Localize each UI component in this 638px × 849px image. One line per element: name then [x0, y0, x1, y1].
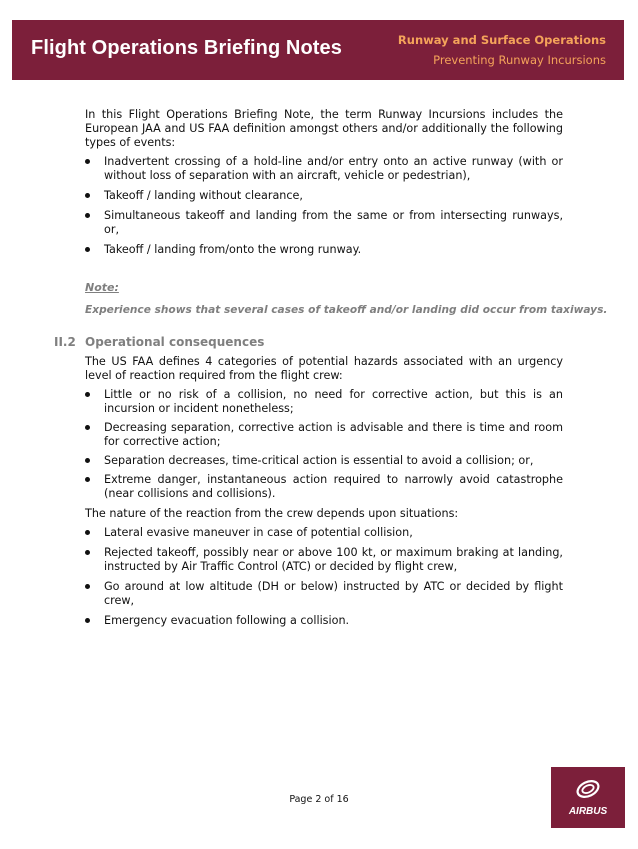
list-item: Separation decreases, time-critical action is essential to avoid a collision; or, [85, 454, 563, 468]
header-title: Flight Operations Briefing Notes [31, 37, 342, 59]
header-subtopic: Preventing Runway Incursions [433, 53, 606, 67]
list-item: Go around at low altitude (DH or below) instructed by ATC or decided by flight crew, [85, 580, 563, 608]
list-item: Inadvertent crossing of a hold-line and/or entry onto an active runway (with or without loss of separation with an aircraft, vehicle or pedestrian), [85, 155, 563, 183]
bullet-icon [85, 213, 90, 218]
list-item: Lateral evasive maneuver in case of potential collision, [85, 526, 563, 540]
note-label: Note: [85, 281, 119, 294]
list-item: Little or no risk of a collision, no need for corrective action, but this is an incursion or incident nonetheless; [85, 388, 563, 416]
section-paragraph: The nature of the reaction from the crew depends upon situations: [85, 507, 459, 520]
bullet-icon [85, 530, 90, 535]
page-header [12, 20, 624, 80]
section-heading [54, 335, 563, 349]
section-number: II.2 [54, 335, 76, 349]
list-item: Simultaneous takeoff and landing from the same or from intersecting runways, or, [85, 209, 563, 237]
document-body [54, 108, 608, 628]
list-item: Decreasing separation, corrective action is advisable and there is time and room for corrective action; [85, 421, 563, 449]
bullet-icon [85, 159, 90, 164]
bullet-icon [85, 425, 90, 430]
hazard-list [85, 388, 563, 501]
list-item: Takeoff / landing from/onto the wrong runway. [85, 243, 563, 257]
bullet-icon [85, 550, 90, 555]
bullet-icon [85, 618, 90, 623]
intro-paragraph: In this Flight Operations Briefing Note, the term Runway Incursions includes the European JAA and US FAA definition amongst others and/or additionally the following types of events: [85, 108, 563, 149]
note-text: Experience shows that several cases of takeoff and/or landing did occur from taxiways. [85, 304, 608, 316]
bullet-icon [85, 477, 90, 482]
list-item: Emergency evacuation following a collision. [85, 614, 563, 628]
header-topic: Runway and Surface Operations [397, 33, 606, 47]
section-paragraph: The US FAA defines 4 categories of potential hazards associated with an urgency level of reaction required from the flight crew: [85, 355, 563, 382]
page-number: Page 2 of 16 [289, 794, 349, 805]
airbus-swirl-icon [551, 767, 625, 807]
reaction-list [85, 526, 563, 628]
bullet-icon [85, 392, 90, 397]
bullet-icon [85, 193, 90, 198]
bullet-icon [85, 247, 90, 252]
bullet-icon [85, 458, 90, 463]
list-item: Rejected takeoff, possibly near or above 100 kt, or maximum braking at landing, instructed by Air Traffic Control (ATC) or decided by flight crew, [85, 546, 563, 574]
bullet-icon [85, 584, 90, 589]
logo-text: AIRBUS [568, 806, 608, 817]
section-title: Operational consequences [85, 335, 265, 349]
list-item: Takeoff / landing without clearance, [85, 189, 563, 203]
airbus-logo [551, 767, 625, 828]
list-item: Extreme danger, instantaneous action required to narrowly avoid catastrophe (near collisions and collisions). [85, 473, 563, 501]
intro-list [85, 155, 563, 257]
